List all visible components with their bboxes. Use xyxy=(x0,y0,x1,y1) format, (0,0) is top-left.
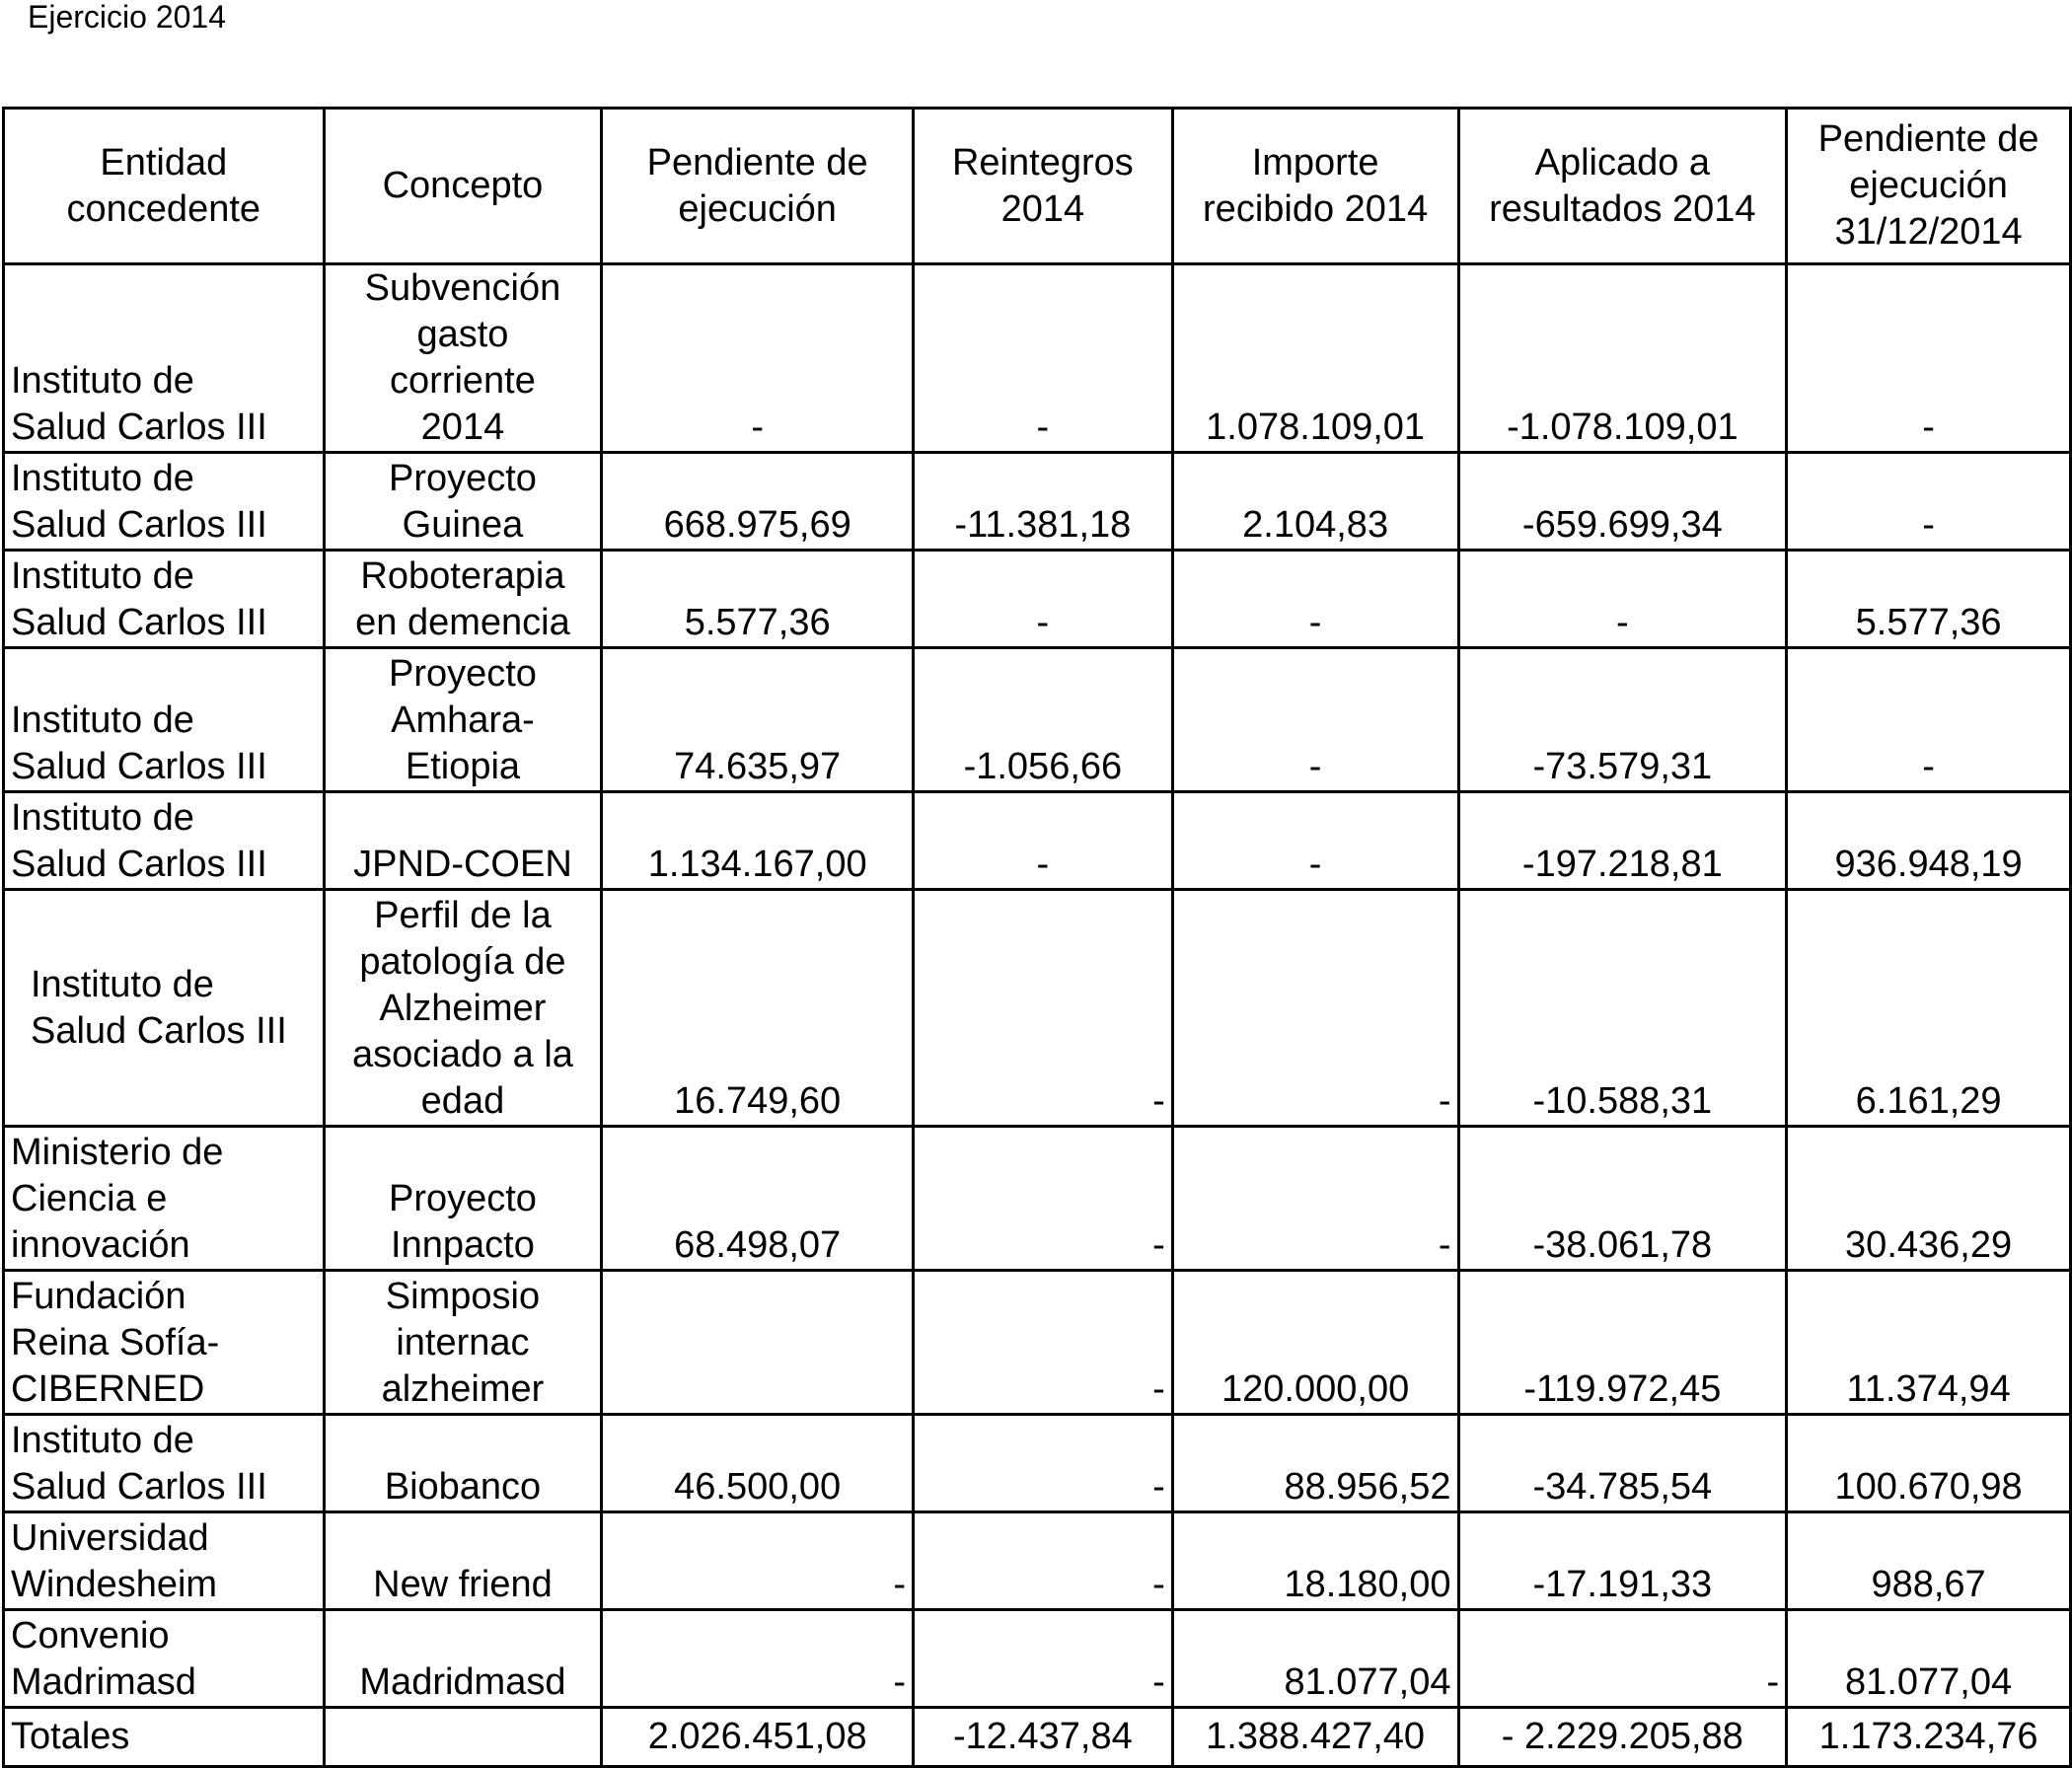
header-concepto: Concepto xyxy=(324,109,602,264)
cell-importe: 2.104,83 xyxy=(1172,453,1458,551)
cell-pendiente-fin: - xyxy=(1787,648,2071,792)
table-row xyxy=(4,890,2071,1127)
cell-pendiente: - xyxy=(602,264,914,453)
cell-pendiente: - xyxy=(602,1512,914,1610)
cell-aplicado: -38.061,78 xyxy=(1458,1127,1787,1271)
header-reintegros: Reintegros 2014 xyxy=(914,109,1173,264)
cell-entidad: Instituto de Salud Carlos III xyxy=(4,264,325,453)
cell-pendiente-fin: 988,67 xyxy=(1787,1512,2071,1610)
totals-row xyxy=(4,1708,2071,1767)
cell-concepto: Proyecto Guinea xyxy=(324,453,602,551)
table-row xyxy=(4,264,2071,453)
totals-reintegros: -12.437,84 xyxy=(914,1708,1173,1767)
page-title: Ejercicio 2014 xyxy=(28,0,226,35)
cell-concepto: Roboterapia en demencia xyxy=(324,551,602,648)
table-row xyxy=(4,453,2071,551)
cell-entidad: Instituto de Salud Carlos III xyxy=(4,453,325,551)
cell-pendiente-fin: - xyxy=(1787,453,2071,551)
totals-pendiente-fin: 1.173.234,76 xyxy=(1787,1708,2071,1767)
cell-aplicado: -1.078.109,01 xyxy=(1458,264,1787,453)
cell-importe: 1.078.109,01 xyxy=(1172,264,1458,453)
cell-reintegros: - xyxy=(914,1415,1173,1512)
cell-entidad: Fundación Reina Sofía- CIBERNED xyxy=(4,1271,325,1415)
cell-importe: - xyxy=(1172,890,1458,1127)
cell-entidad: Ministerio de Ciencia e innovación xyxy=(4,1127,325,1271)
cell-aplicado: -119.972,45 xyxy=(1458,1271,1787,1415)
cell-importe: 81.077,04 xyxy=(1172,1610,1458,1708)
cell-aplicado: - xyxy=(1458,1610,1787,1708)
cell-pendiente-fin: 5.577,36 xyxy=(1787,551,2071,648)
cell-importe: - xyxy=(1172,648,1458,792)
cell-aplicado: -10.588,31 xyxy=(1458,890,1787,1127)
totals-pendiente: 2.026.451,08 xyxy=(602,1708,914,1767)
cell-reintegros: - xyxy=(914,1512,1173,1610)
cell-importe: 120.000,00 xyxy=(1172,1271,1458,1415)
cell-importe: 18.180,00 xyxy=(1172,1512,1458,1610)
cell-concepto: New friend xyxy=(324,1512,602,1610)
cell-entidad: Instituto de Salud Carlos III xyxy=(4,890,325,1127)
cell-aplicado: -17.191,33 xyxy=(1458,1512,1787,1610)
cell-pendiente-fin: 81.077,04 xyxy=(1787,1610,2071,1708)
cell-aplicado: -197.218,81 xyxy=(1458,792,1787,890)
cell-aplicado: -73.579,31 xyxy=(1458,648,1787,792)
header-importe: Importe recibido 2014 xyxy=(1172,109,1458,264)
cell-aplicado: -34.785,54 xyxy=(1458,1415,1787,1512)
cell-concepto: Biobanco xyxy=(324,1415,602,1512)
cell-pendiente: 46.500,00 xyxy=(602,1415,914,1512)
cell-aplicado: -659.699,34 xyxy=(1458,453,1787,551)
cell-entidad: Instituto de Salud Carlos III xyxy=(4,1415,325,1512)
header-aplicado: Aplicado a resultados 2014 xyxy=(1458,109,1787,264)
cell-importe: - xyxy=(1172,1127,1458,1271)
cell-pendiente xyxy=(602,1271,914,1415)
table-row xyxy=(4,1127,2071,1271)
cell-pendiente-fin: 100.670,98 xyxy=(1787,1415,2071,1512)
cell-pendiente: 5.577,36 xyxy=(602,551,914,648)
cell-concepto: Perfil de la patología de Alzheimer asociado a la edad xyxy=(324,890,602,1127)
table-header-row xyxy=(4,109,2071,264)
cell-concepto: Madridmasd xyxy=(324,1610,602,1708)
cell-pendiente-fin: - xyxy=(1787,264,2071,453)
cell-concepto: JPND-COEN xyxy=(324,792,602,890)
cell-reintegros: - xyxy=(914,1271,1173,1415)
cell-reintegros: - xyxy=(914,264,1173,453)
cell-concepto: Subvención gasto corriente 2014 xyxy=(324,264,602,453)
cell-reintegros: - xyxy=(914,890,1173,1127)
cell-aplicado: - xyxy=(1458,551,1787,648)
cell-pendiente-fin: 30.436,29 xyxy=(1787,1127,2071,1271)
header-pendiente: Pendiente de ejecución xyxy=(602,109,914,264)
cell-entidad: Convenio Madrimasd xyxy=(4,1610,325,1708)
cell-concepto: Proyecto Amhara- Etiopia xyxy=(324,648,602,792)
header-entidad: Entidad concedente xyxy=(4,109,325,264)
cell-pendiente: 1.134.167,00 xyxy=(602,792,914,890)
cell-pendiente: - xyxy=(602,1610,914,1708)
cell-importe: - xyxy=(1172,551,1458,648)
subsidies-table xyxy=(2,107,2072,1768)
cell-entidad: Instituto de Salud Carlos III xyxy=(4,648,325,792)
cell-pendiente-fin: 11.374,94 xyxy=(1787,1271,2071,1415)
cell-pendiente-fin: 936.948,19 xyxy=(1787,792,2071,890)
totals-importe: 1.388.427,40 xyxy=(1172,1708,1458,1767)
cell-reintegros: - xyxy=(914,551,1173,648)
cell-reintegros: - xyxy=(914,1127,1173,1271)
cell-concepto: Simposio internac alzheimer xyxy=(324,1271,602,1415)
cell-reintegros: - xyxy=(914,1610,1173,1708)
cell-pendiente-fin: 6.161,29 xyxy=(1787,890,2071,1127)
cell-reintegros: -1.056,66 xyxy=(914,648,1173,792)
table-row xyxy=(4,648,2071,792)
cell-reintegros: - xyxy=(914,792,1173,890)
totals-label: Totales xyxy=(4,1708,325,1767)
table-row xyxy=(4,792,2071,890)
table-row xyxy=(4,551,2071,648)
cell-pendiente: 68.498,07 xyxy=(602,1127,914,1271)
cell-entidad: Instituto de Salud Carlos III xyxy=(4,792,325,890)
table-row xyxy=(4,1512,2071,1610)
table-row xyxy=(4,1610,2071,1708)
cell-pendiente: 668.975,69 xyxy=(602,453,914,551)
cell-importe: 88.956,52 xyxy=(1172,1415,1458,1512)
cell-reintegros: -11.381,18 xyxy=(914,453,1173,551)
totals-concepto xyxy=(324,1708,602,1767)
cell-entidad: Instituto de Salud Carlos III xyxy=(4,551,325,648)
cell-pendiente: 16.749,60 xyxy=(602,890,914,1127)
totals-aplicado: - 2.229.205,88 xyxy=(1458,1708,1787,1767)
cell-pendiente: 74.635,97 xyxy=(602,648,914,792)
header-pendiente-fin: Pendiente de ejecución 31/12/2014 xyxy=(1787,109,2071,264)
table-body xyxy=(4,264,2071,1767)
cell-importe: - xyxy=(1172,792,1458,890)
table-row xyxy=(4,1415,2071,1512)
table-row xyxy=(4,1271,2071,1415)
cell-entidad: Universidad Windesheim xyxy=(4,1512,325,1610)
cell-concepto: Proyecto Innpacto xyxy=(324,1127,602,1271)
